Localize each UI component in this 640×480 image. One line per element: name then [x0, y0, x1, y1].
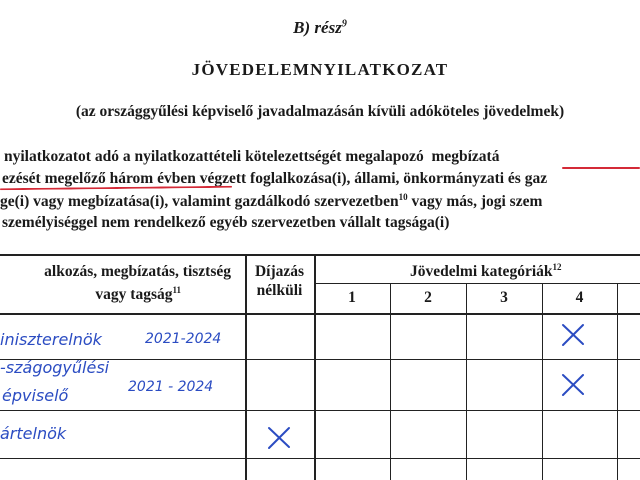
document-subtitle: (az országgyűlési képviselő javadalmazásán kívüli adóköteles jövedelmek) [75, 103, 565, 120]
row-1-position: iniszterelnök [0, 330, 102, 349]
row-2-years: 2021 - 2024 [128, 379, 214, 395]
intro-line-1: nyilatkozatot adó a nyilatkozattételi kötelezettségét megalapozó megbízatá [4, 148, 500, 165]
row-2-category-4-x-mark [560, 372, 586, 398]
row-3-position: ártelnök [0, 424, 67, 443]
col-header-dijazas-nelkuli: Díjazás nélküli [254, 263, 305, 299]
row-2-position-line-2: épviselő [2, 386, 69, 405]
col-header-foglalkozas: alkozás, megbízatás, tisztség vagy tagság$^{11}$ [44, 263, 231, 304]
document-title: JÖVEDELEMNYILATKOZAT [191, 60, 449, 79]
row-2-position-line-1: -szágogyűlési [0, 358, 110, 377]
part-heading: B) rész$^9$ [293, 18, 347, 37]
intro-line-3: ge(i) vagy megbízatása(i), valamint gazdálkodó szervezetben$^{10}$ vagy más, jogi szem [0, 192, 543, 211]
category-header-1: 1 [348, 289, 356, 306]
category-header-2: 2 [424, 289, 432, 306]
row-1-category-4-x-mark [560, 322, 586, 348]
col-header-jovedelmi-kategoriak: Jövedelmi kategóriák$^{12}$ [410, 262, 562, 281]
category-header-4: 4 [575, 289, 584, 306]
row-1-years: 2021-2024 [145, 331, 222, 347]
red-underline-1 [562, 167, 640, 169]
intro-line-2: ezését megelőző három évben végzett foglalkozása(i), állami, önkormányzati és gaz [2, 170, 548, 187]
category-header-3: 3 [500, 289, 508, 306]
row-3-dijazas-nelkuli-x-mark [266, 425, 292, 451]
intro-line-4: személyiséggel nem rendelkező egyéb szervezetben vállalt tagsága(i) [2, 214, 450, 231]
